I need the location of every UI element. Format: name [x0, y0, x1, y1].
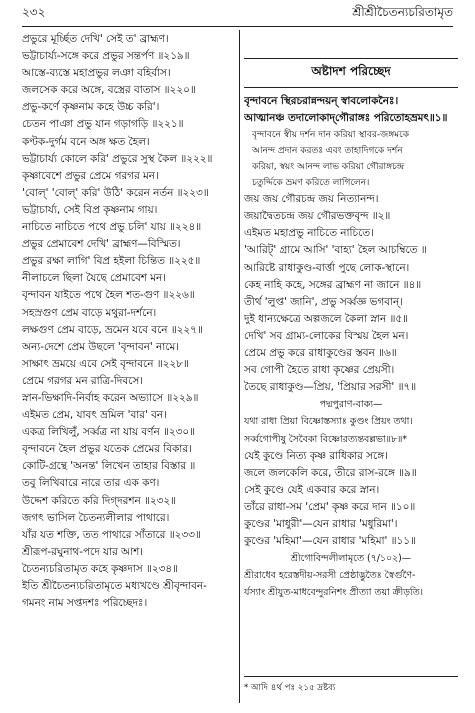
verse-line: কুণ্ডের 'মাধুরী'—যেন রাধার 'মধুরিমা'। — [244, 517, 398, 530]
footnote-divider — [244, 676, 458, 677]
verse-line: ভট্টাচার্য্য কোলে করি' প্রভুরে সুস্থ কৈল ॥২২২॥ — [22, 152, 213, 165]
verse-line: তাঁরে রাধা-সম 'প্রেম' কৃষ্ণ করে দান ॥১০॥ — [244, 500, 416, 513]
verse-line: এইমত মহাপ্রভু নাচিতে নাচিতে। — [244, 227, 374, 240]
verse-line: গমনং নাম সপ্তদশঃ পরিচ্ছেদঃ। — [22, 597, 148, 610]
verse-line: ইতি শ্রীচৈতন্যচরিতামৃতে মধ্যখণ্ডে শ্রীবৃন্দাবন- — [22, 580, 207, 592]
verse-line: অন্য-দেশে প্রেম উছলে 'বৃন্দাবন' নামে। — [22, 340, 179, 353]
verse-line: সাক্ষাৎ ভ্রময়ে এবে সেই বৃন্দাবনে ॥২২৮॥ — [22, 357, 189, 370]
sanskrit-verse-3 — [244, 567, 458, 601]
verse-line: কোটি-গ্রন্থে 'অনন্ত' লিখেন তাহার বিস্তার ॥ — [22, 460, 196, 473]
running-title: শ্রীশ্রীচৈতন্যচরিতামৃত — [352, 5, 453, 19]
verse-line: প্রেমে প্রভু করে রাধাকুণ্ডের স্তবন ॥৬॥ — [244, 347, 397, 360]
verse-line: প্রেমে গরগর মন রাত্রি-দিবসে। — [22, 374, 143, 387]
verse-line: সব গোপী হৈতে রাধা কৃষ্ণের প্রেয়সী। — [244, 364, 395, 377]
sanskrit-line: যথা রাধা প্রিয়া বিষ্ণোস্তস্যাঃ কুণ্ডং প্রিয়ং তথা। — [244, 416, 413, 428]
verse-line: বৃন্দাবনে হৈল প্রভুর যতেক প্রেমের বিকার। — [22, 443, 192, 456]
verse-line: সহস্রগুণ প্রেম বাড়ে মথুরা-দর্শনে। — [22, 306, 157, 319]
verse-line: কুণ্ডের 'মহিমা'—যেন রাধার 'মহিমা' ॥১১॥ — [244, 535, 416, 548]
sanskrit-verse-1 — [244, 93, 458, 127]
sanskrit-line: র্যস্যাং শ্রীযুত-মাধবেন্দুরনিশং প্রীত্যা তয়া ক্রীড়তি। — [244, 587, 423, 599]
verse-line: যেই কুণ্ডে নিত্য কৃষ্ণ রাধিকার সঙ্গে। — [244, 449, 388, 462]
page-number: ২৩২ — [22, 5, 46, 19]
commentary — [244, 127, 458, 191]
verse-line: ভট্টাচার্য্য, সেই বিপ্র কৃষ্ণনাম গায়। — [22, 203, 158, 216]
verse-block-b — [244, 448, 458, 551]
verse-line: 'আরিট্' গ্রামে আসি' 'বাহ্য' হৈল আচম্বিতে ॥ — [244, 244, 427, 257]
verse-line: এইমত প্রেম, যাবৎ ভ্রমিল 'বার' বন। — [22, 409, 167, 422]
verse-block-a — [244, 191, 458, 396]
verse-line: সেই কুণ্ডে যেই একবার করে স্নান। — [244, 483, 380, 496]
verse-line: আস্তে-ব্যস্তে মহাপ্রভুর লঞা বহির্বাস। — [22, 67, 171, 80]
verse-line: কেহ নাহি কহে, সঙ্গের ব্রাহ্মণ না জানে ॥৪॥ — [244, 278, 422, 291]
verse-line: একত্র লিখিলুঁ, সর্ব্বত্র না যায় বর্ণন ॥২৩০॥ — [22, 426, 195, 439]
sanskrit-line: শ্রীরাধেব হরেস্তদীয়-সরসী প্রেষ্ঠাদ্ভুতৈঃ স্বৈর্গুণৈ- — [244, 570, 416, 582]
verse-line: কণ্টক-দুর্গম বনে অঙ্গ ক্ষত হৈল। — [22, 135, 150, 148]
left-column — [22, 31, 236, 612]
verse-line: তীর্থ 'লুপ্ত' জানি', প্রভু সর্ব্বজ্ঞ ভগবান্। — [244, 295, 403, 308]
verse-line: প্রভু-কর্ণে কৃষ্ণনাম কহে উচ্চ করি'। — [22, 101, 160, 114]
page-header — [22, 2, 453, 24]
verse-line: জয় জয় গৌরচন্দ্র জয় নিত্যানন্দ। — [244, 193, 379, 206]
verse-line: তবু লিখিবারে নারে তার এক কণ। — [22, 477, 160, 490]
verse-line: প্রভুর প্রেমাবেশ দেখি' ব্রাহ্মণ—বিস্মিত। — [22, 238, 181, 251]
verse-line: তৈছে রাধাকুণ্ড—প্রিয়, 'প্রিয়ার সরসী' ॥৭॥ — [244, 381, 417, 394]
verse-line: যাঁর যত শক্তি, তত পাথারে সাঁতারে ॥২৩৩॥ — [22, 528, 201, 541]
verse-line: জলে জলকেলি করে, তীরে রাস-রঙ্গে ॥৯॥ — [244, 466, 417, 479]
footnote: * আদি ৪র্থ পঃ ২১৫ দ্রষ্টব্য — [244, 683, 336, 693]
verse-line: চৈতন্যচরিতামৃত কহে কৃষ্ণদাস ॥২৩৪॥ — [22, 562, 178, 575]
verse-line: কৃষ্ণাবেশে প্রভুর প্রেমে গরগর মন। — [22, 169, 159, 182]
source-note-1: পদ্মপুরাণ-বাক্য— — [319, 399, 383, 411]
sanskrit-line: বৃন্দাবনে স্থিরচরান্নন্দয়ন্ স্বাবলোকনৈঃ। — [244, 95, 399, 107]
verse-line: বৃন্দাবন যাইতে পথে হৈল শত-গুণ ॥২২৬॥ — [22, 289, 195, 302]
verse-line: দুই ধান্যক্ষেত্রে অল্পজলে কৈলা স্নান ॥৫॥ — [244, 312, 408, 325]
header-divider — [22, 26, 453, 27]
commentary-line: আনন্দ প্রদান করতঃ এবং তাহাদিগকে দর্শন — [252, 146, 403, 157]
column-divider — [239, 30, 240, 703]
sanskrit-line: আত্মানঞ্চ তদালোকাদ্‌গৌরাঙ্গঃ পরিতোহভ্রমৎ॥১॥ — [244, 112, 448, 125]
sanskrit-verse-2 — [244, 413, 458, 447]
commentary-line: চতুর্দ্দিকে ভ্রমণ করিতে লাগিলেন। — [252, 178, 370, 189]
verse-line: প্রভুরে মূর্চ্ছিত দেখি' সেই ত' ব্রাহ্মণ। — [22, 33, 169, 45]
verse-line: ভট্টাচার্য্য-সঙ্গে করে প্রভুর সন্তর্পণ ॥২১৯॥ — [22, 50, 190, 63]
verse-line: উদ্দেশ করিতে করি দিগ্‌দরশন ॥২৩২॥ — [22, 494, 177, 507]
right-column — [244, 93, 458, 601]
chapter-heading — [244, 58, 458, 88]
verse-line: 'বোল্' 'বোল্' করি' উঠি' করেন নর্তন ॥২২৩॥ — [22, 186, 209, 199]
verse-line: প্রভুর রক্ষা লাগি' বিপ্র হইলা চিন্তিত ॥২২৫॥ — [22, 255, 201, 268]
verse-line: চেতন পাঞা প্রভু যান গড়াগড়ি ॥২২১॥ — [22, 118, 184, 131]
verse-line: স্নান-ভিক্ষাদি-নির্বাহ করেন অভ্যাসে ॥২২৯॥ — [22, 391, 199, 404]
verse-line: শ্রীরূপ-রঘুনাথ-পদে যার আশ। — [22, 545, 143, 558]
chapter-heading-text: অষ্টাদশ পরিচ্ছেদ — [311, 64, 391, 78]
verse-line: দেখি' সব গ্রাম্য-লোকের বিস্ময় হৈল মন। — [244, 329, 409, 342]
commentary-line: বৃন্দাবনে স্বীয় দর্শন দান করিয়া স্থাবর-জঙ্গমকে — [252, 130, 410, 141]
verse-line: লক্ষগুণ প্রেম বাড়ে, ভ্রমেন যবে বনে ॥২২৭॥ — [22, 323, 203, 336]
source-note-2: শ্রীগোবিন্দলীলামৃতে (৭/১০২)— — [290, 553, 412, 565]
sanskrit-line: সর্ব্বগোপীষু সৈবৈকা বিষ্ণোরত্যন্তবল্লভা॥৮॥* — [244, 433, 408, 445]
commentary-line: করিয়া, স্বয়ং আনন্দ লাভ করিয়া গৌরাঙ্গচন্দ্র — [252, 162, 405, 173]
verse-line: জলসেক করে অঙ্গে, বস্ত্রের বাতাস ॥২২০॥ — [22, 84, 196, 97]
verse-line: নীলাচলে ছিলা যৈছে প্রেমাবেশ মন। — [22, 272, 166, 285]
verse-line: জগৎ ভাসিল চৈতন্যলীলার পাথারে। — [22, 511, 170, 524]
verse-line: নাচিতে নাচিতে পথে প্রভু চলি' যায় ॥২২৪॥ — [22, 221, 202, 234]
verse-line: জয়াদ্বৈতচন্দ্র জয় গৌরভক্তবৃন্দ ॥২॥ — [244, 210, 391, 223]
verse-line: আরিষ্টে রাধাকুণ্ড-বার্ত্তা পুছে লোক-স্থানে। — [244, 261, 410, 274]
